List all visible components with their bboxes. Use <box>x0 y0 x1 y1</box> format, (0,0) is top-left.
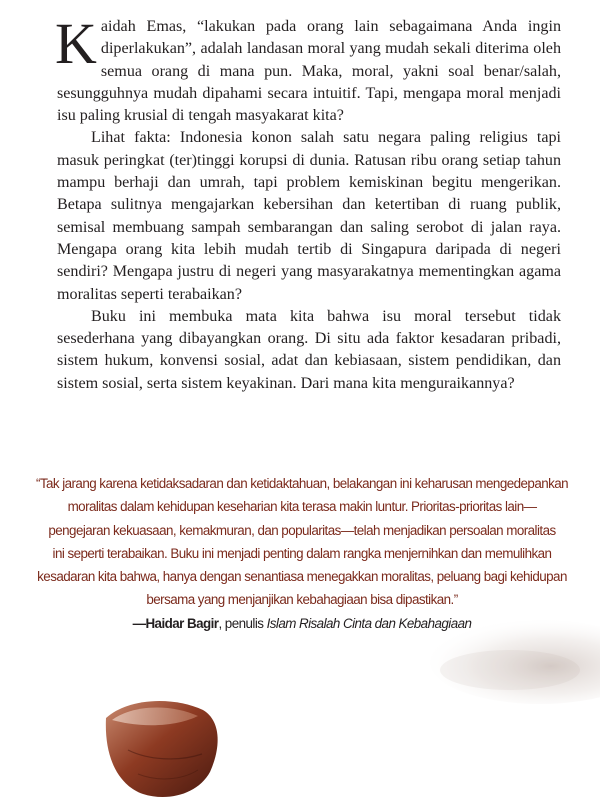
attribution-role: , penulis <box>218 615 267 631</box>
quote-line: “Tak jarang karena ketidaksadaran dan ketidaktahuan, belakangan ini keharusan mengedepankan <box>35 476 569 491</box>
attribution-book-title: Islam Risalah Cinta dan Kebahagiaan <box>266 615 472 631</box>
paragraph-3: Buku ini membuka mata kita bahwa isu moral tersebut tidak sesederhana yang dibayangkan orang. Di situ ada faktor kesadaran pribadi, sistem hukum, konvensi sosial, adat dan kebiasaan, sistem pendidikan, dan sistem sosial, serta sistem keyakinan. Dari mana kita menguraikannya? <box>57 307 561 392</box>
quote-line: kesadaran kita bahwa, hanya dengan senantiasa menegakkan moralitas, peluang bagi kehidupan <box>37 569 567 585</box>
quote-line: pengejaran kekuasaan, kemakmuran, dan popularitas—telah menjadikan persoalan moralitas <box>48 522 556 538</box>
endorsement-quote <box>22 472 582 635</box>
quote-attribution <box>22 612 582 635</box>
drop-cap: K <box>55 11 97 76</box>
paragraph-1-text: aidah Emas, “lakukan pada orang lain sebagaimana Anda ingin diperlakukan”, adalah landasan moral yang mudah sekali diterima oleh semua orang di mana pun. Maka, moral, yakni soal benar/salah, sesungguhnya mudah dipahami secara intuitif. Tapi, mengapa moral menjadi isu paling krusial di tengah masyakarat kita? <box>57 18 561 125</box>
paragraph-2: Lihat fakta: Indonesia konon salah satu negara paling religius tapi masuk peringkat (ter)tinggi korupsi di dunia. Ratusan ribu orang setiap tahun mampu berhaji dan umrah, tapi problem kemiskinan begitu mengerikan. Betapa sulitnya mengajarkan kebersihan dan ketertiban di ruang publik, semisal membuang sampah sembarangan dan saling serobot di jalan raya. Mengapa orang kita lebih mudah tertib di Singapura daripada di negeri sendiri? Mengapa justru di negeri yang masyarakatnya mementingkan agama moralitas seperti terabaikan? <box>57 129 561 303</box>
nutshell-illustration <box>98 690 228 800</box>
quote-line: bersama yang menjanjikan kebahagiaan bisa dipastikan.” <box>146 592 458 608</box>
attribution-dash: — <box>132 615 146 631</box>
quote-line: ini seperti terabaikan. Buku ini menjadi penting dalam rangka menjernihkan dan memulihkan <box>52 545 552 561</box>
paragraph-1 <box>55 11 561 127</box>
quote-line: moralitas dalam kehidupan keseharian kita terasa makin luntur. Prioritas-prioritas lain— <box>67 499 537 515</box>
attribution-name: Haidar Bagir <box>145 615 219 631</box>
synopsis <box>55 11 561 395</box>
